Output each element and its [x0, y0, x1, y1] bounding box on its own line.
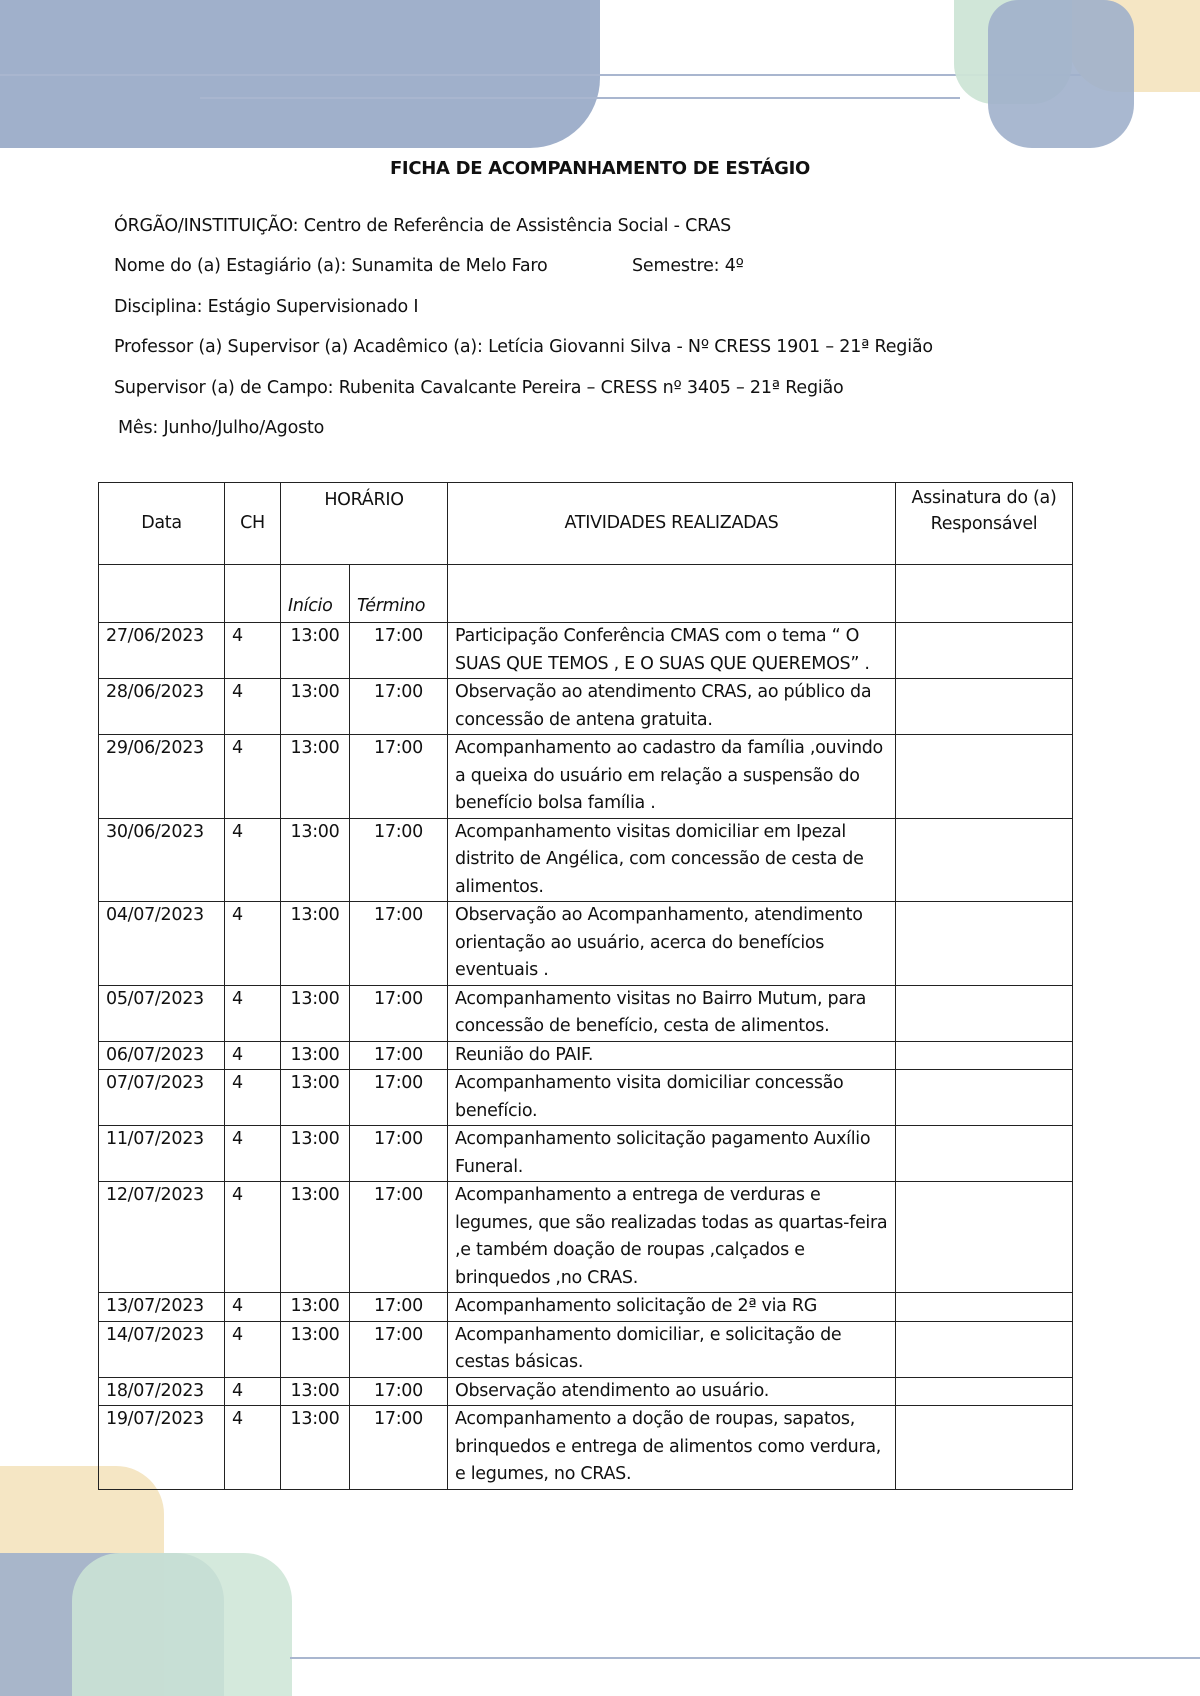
cell-date: 05/07/2023: [99, 985, 225, 1041]
cell-end-time: 17:00: [350, 1182, 448, 1293]
table-row: [99, 1041, 1073, 1070]
cell-end-time: 17:00: [350, 985, 448, 1041]
table-row: [99, 1377, 1073, 1406]
header-termino: Término: [350, 565, 448, 623]
cell-end-time: 17:00: [350, 1041, 448, 1070]
cell-end-time: 17:00: [350, 1126, 448, 1182]
field-estagiario-row: [114, 256, 744, 276]
cell-date: 07/07/2023: [99, 1070, 225, 1126]
header-horario: HORÁRIO: [281, 483, 448, 565]
cell-activity: Observação atendimento ao usuário.: [448, 1377, 896, 1406]
cell-end-time: 17:00: [350, 1070, 448, 1126]
cell-ch: 4: [225, 902, 281, 986]
cell-start-time: 13:00: [281, 1182, 350, 1293]
cell-activity: Observação ao Acompanhamento, atendimento orientação ao usuário, acerca do benefícios eventuais .: [448, 902, 896, 986]
cell-date: 28/06/2023: [99, 679, 225, 735]
cell-ch: 4: [225, 818, 281, 902]
cell-signature: [896, 1406, 1073, 1490]
cell-end-time: 17:00: [350, 735, 448, 819]
field-orgao: ÓRGÃO/INSTITUIÇÃO: Centro de Referência de Assistência Social - CRAS: [114, 216, 732, 236]
cell-start-time: 13:00: [281, 1126, 350, 1182]
cell-activity: Reunião do PAIF.: [448, 1041, 896, 1070]
cell-start-time: 13:00: [281, 1070, 350, 1126]
cell-activity: Acompanhamento a entrega de verduras e legumes, que são realizadas todas as quartas-feira ,e também doação de roupas ,calçados e brinquedos ,no CRAS.: [448, 1182, 896, 1293]
table-row: [99, 1182, 1073, 1293]
cell-ch: 4: [225, 1182, 281, 1293]
cell-activity: Acompanhamento a doção de roupas, sapatos, brinquedos e entrega de alimentos como verdura, e legumes, no CRAS.: [448, 1406, 896, 1490]
cell-signature: [896, 735, 1073, 819]
cell-ch: 4: [225, 1321, 281, 1377]
table-row: [99, 1070, 1073, 1126]
cell-date: 14/07/2023: [99, 1321, 225, 1377]
cell-activity: Acompanhamento solicitação pagamento Auxílio Funeral.: [448, 1126, 896, 1182]
cell-signature: [896, 1126, 1073, 1182]
cell-ch: 4: [225, 623, 281, 679]
cell-signature: [896, 679, 1073, 735]
cell-date: 04/07/2023: [99, 902, 225, 986]
cell-activity: Participação Conferência CMAS com o tema “ O SUAS QUE TEMOS , E O SUAS QUE QUEREMOS” .: [448, 623, 896, 679]
cell-end-time: 17:00: [350, 902, 448, 986]
table-row: [99, 735, 1073, 819]
subheader-empty: [225, 565, 281, 623]
table-row: [99, 1406, 1073, 1490]
cell-activity: Acompanhamento solicitação de 2ª via RG: [448, 1293, 896, 1322]
field-mes: Mês: Junho/Julho/Agosto: [118, 418, 325, 438]
cell-ch: 4: [225, 679, 281, 735]
cell-signature: [896, 1182, 1073, 1293]
header-ch: CH: [225, 483, 281, 565]
cell-ch: 4: [225, 1070, 281, 1126]
cell-end-time: 17:00: [350, 1377, 448, 1406]
cell-activity: Observação ao atendimento CRAS, ao público da concessão de antena gratuita.: [448, 679, 896, 735]
cell-signature: [896, 623, 1073, 679]
top-right-blue-shape: [988, 0, 1134, 148]
field-semestre: Semestre: 4º: [632, 256, 744, 276]
field-supervisor-campo: Supervisor (a) de Campo: Rubenita Cavalcante Pereira – CRESS nº 3405 – 21ª Região: [114, 378, 844, 398]
table-row: [99, 985, 1073, 1041]
table-row: [99, 679, 1073, 735]
cell-end-time: 17:00: [350, 679, 448, 735]
cell-signature: [896, 902, 1073, 986]
cell-start-time: 13:00: [281, 1041, 350, 1070]
cell-start-time: 13:00: [281, 623, 350, 679]
cell-start-time: 13:00: [281, 1321, 350, 1377]
cell-activity: Acompanhamento visitas no Bairro Mutum, para concessão de benefício, cesta de alimentos.: [448, 985, 896, 1041]
subheader-empty: [896, 565, 1073, 623]
cell-signature: [896, 818, 1073, 902]
cell-signature: [896, 1321, 1073, 1377]
cell-activity: Acompanhamento domiciliar, e solicitação de cestas básicas.: [448, 1321, 896, 1377]
subheader-empty: [99, 565, 225, 623]
cell-start-time: 13:00: [281, 818, 350, 902]
table-row: [99, 1293, 1073, 1322]
cell-ch: 4: [225, 1293, 281, 1322]
table-row: [99, 623, 1073, 679]
cell-activity: Acompanhamento visitas domiciliar em Ipezal distrito de Angélica, com concessão de cesta de alimentos.: [448, 818, 896, 902]
cell-date: 11/07/2023: [99, 1126, 225, 1182]
document-title: FICHA DE ACOMPANHAMENTO DE ESTÁGIO: [389, 158, 811, 179]
cell-start-time: 13:00: [281, 985, 350, 1041]
cell-signature: [896, 1293, 1073, 1322]
field-estagiario: Nome do (a) Estagiário (a): Sunamita de Melo Faro: [114, 256, 548, 276]
activity-table: [98, 482, 1073, 1490]
cell-date: 30/06/2023: [99, 818, 225, 902]
bottom-rule: [290, 1657, 1200, 1659]
table-row: [99, 1321, 1073, 1377]
header-data: Data: [99, 483, 225, 565]
bottom-left-green-shape: [72, 1553, 292, 1696]
top-rule-short: [200, 97, 960, 99]
cell-start-time: 13:00: [281, 679, 350, 735]
cell-date: 18/07/2023: [99, 1377, 225, 1406]
cell-ch: 4: [225, 1406, 281, 1490]
header-atividades: ATIVIDADES REALIZADAS: [448, 483, 896, 565]
cell-signature: [896, 1041, 1073, 1070]
cell-ch: 4: [225, 1377, 281, 1406]
cell-date: 13/07/2023: [99, 1293, 225, 1322]
cell-activity: Acompanhamento ao cadastro da família ,ouvindo a queixa do usuário em relação a suspensão do benefício bolsa família .: [448, 735, 896, 819]
cell-activity: Acompanhamento visita domiciliar concessão benefício.: [448, 1070, 896, 1126]
cell-signature: [896, 1377, 1073, 1406]
field-professor: Professor (a) Supervisor (a) Acadêmico (a): Letícia Giovanni Silva - Nº CRESS 1901 – 21ª Região: [114, 337, 933, 357]
cell-date: 12/07/2023: [99, 1182, 225, 1293]
field-disciplina: Disciplina: Estágio Supervisionado I: [114, 297, 419, 317]
cell-start-time: 13:00: [281, 902, 350, 986]
cell-start-time: 13:00: [281, 1293, 350, 1322]
cell-end-time: 17:00: [350, 1321, 448, 1377]
subheader-empty: [448, 565, 896, 623]
header-inicio: Início: [281, 565, 350, 623]
header-assinatura: Assinatura do (a) Responsável: [896, 483, 1073, 565]
cell-start-time: 13:00: [281, 1377, 350, 1406]
cell-end-time: 17:00: [350, 818, 448, 902]
cell-end-time: 17:00: [350, 623, 448, 679]
cell-ch: 4: [225, 1041, 281, 1070]
cell-signature: [896, 1070, 1073, 1126]
cell-end-time: 17:00: [350, 1406, 448, 1490]
table-row: [99, 1126, 1073, 1182]
cell-date: 06/07/2023: [99, 1041, 225, 1070]
cell-ch: 4: [225, 735, 281, 819]
table-row: [99, 902, 1073, 986]
table-row: [99, 818, 1073, 902]
cell-date: 29/06/2023: [99, 735, 225, 819]
cell-start-time: 13:00: [281, 1406, 350, 1490]
cell-ch: 4: [225, 1126, 281, 1182]
cell-ch: 4: [225, 985, 281, 1041]
cell-date: 27/06/2023: [99, 623, 225, 679]
cell-signature: [896, 985, 1073, 1041]
cell-start-time: 13:00: [281, 735, 350, 819]
cell-end-time: 17:00: [350, 1293, 448, 1322]
cell-date: 19/07/2023: [99, 1406, 225, 1490]
